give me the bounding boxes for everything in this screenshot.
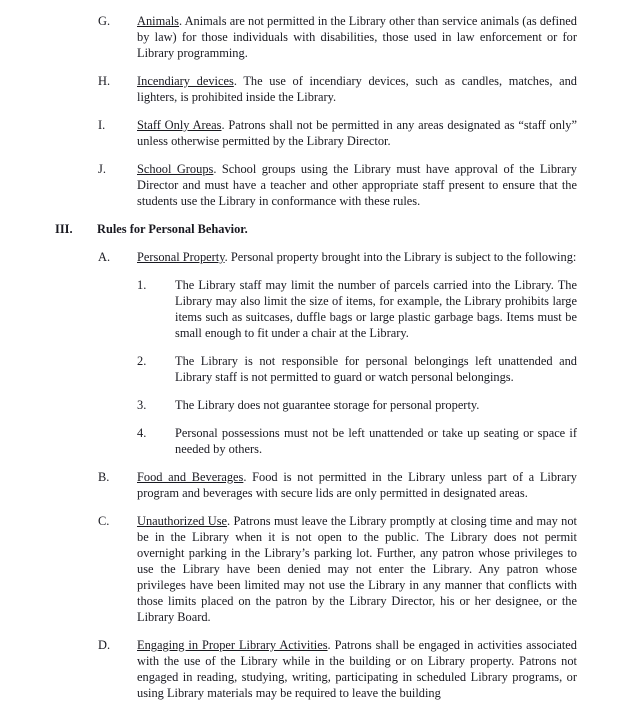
item-label: B. [98,470,110,484]
outline-item-b [98,469,577,501]
item-label: H. [98,74,111,88]
outline-item-j [98,161,577,209]
subitem-label: 3. [137,398,147,412]
outline-item-c [98,513,577,625]
item-text: . The use of incendiary devices, such as candles, matches, and lighters, is prohibited inside the Library. [137,74,577,104]
item-heading: Unauthorized Use [137,514,228,528]
item-heading: Personal Property [137,250,225,264]
item-label: C. [98,514,110,528]
item-label: G. [98,14,111,28]
outline-subitem-2 [137,353,577,385]
outline-subitem-3 [137,397,577,413]
item-body [137,161,577,209]
outline-subitem-1 [137,277,577,341]
item-body [137,637,577,701]
item-body [137,117,577,149]
item-label: J. [98,162,106,176]
item-text: . Patrons must leave the Library promptly at closing time and may not be in the Library when it is not open to the public. The Library does not permit overnight parking in the Library’s parking lot. Further, any patron whose privileges to use the Library have been denied may not enter the Library. Any patron whose privileges have been limited may not use the Library in any manner that conflicts with those limits placed on the patron by the Library Director, his or her designee, or the Library Board. [137,514,577,624]
item-text: . Animals are not permitted in the Library other than service animals (as defined by law) for those individuals with disabilities, those used in law enforcement or for Library programming. [137,14,577,60]
section-label: III. [55,222,73,236]
subitem-text: The Library staff may limit the number of parcels carried into the Library. The Library may also limit the size of items, for example, the Library prohibits large items such as suitcases, duffle bags or large plastic garbage bags. Items must be small enough to fit under a chair at the Library. [175,278,577,340]
item-heading: Animals [137,14,179,28]
subitem-text: The Library is not responsible for personal belongings left unattended and Library staff is not permitted to guard or watch personal belongings. [175,354,577,384]
item-heading: School Groups [137,162,214,176]
item-text: . Personal property brought into the Library is subject to the following: [224,250,577,264]
section-heading [55,221,577,237]
item-heading: Food and Beverages [137,470,244,484]
subitem-text: Personal possessions must not be left unattended or take up seating or space if needed by others. [175,426,577,456]
subitem-label: 2. [137,354,147,368]
outline-item-a [98,249,577,265]
item-body [137,249,577,265]
item-body [137,513,577,625]
item-heading: Staff Only Areas [137,118,222,132]
item-body [137,13,577,61]
item-body [137,73,577,105]
item-text: . Food is not permitted in the Library unless part of a Library program and beverages with secure lids are only permitted in designated areas. [137,470,577,500]
item-text: . Patrons shall not be permitted in any areas designated as “staff only” unless otherwise permitted by the Library Director. [137,118,577,148]
outline-item-g [98,13,577,61]
item-label: A. [98,250,111,264]
item-heading: Engaging in Proper Library Activities [137,638,328,652]
subitem-label: 4. [137,426,147,440]
outline-item-d [98,637,577,701]
outline-item-i [98,117,577,149]
item-text: . Patrons shall be engaged in activities associated with the use of the Library while in the building or on Library property. Patrons not engaged in reading, studying, writing, participating in scheduled Library programs, or using Library materials may be required to leave the building [137,638,577,700]
item-label: D. [98,638,111,652]
outline-item-h [98,73,577,105]
subitem-label: 1. [137,278,147,292]
item-label: I. [98,118,106,132]
section-title: Rules for Personal Behavior. [97,222,248,236]
item-heading: Incendiary devices [137,74,234,88]
outline-subitem-4 [137,425,577,457]
subitem-text: The Library does not guarantee storage for personal property. [175,398,480,412]
item-text: . School groups using the Library must have approval of the Library Director and must have a teacher and other appropriate staff present to ensure that the students use the Library in conformance with these rules. [137,162,577,208]
item-body [137,469,577,501]
